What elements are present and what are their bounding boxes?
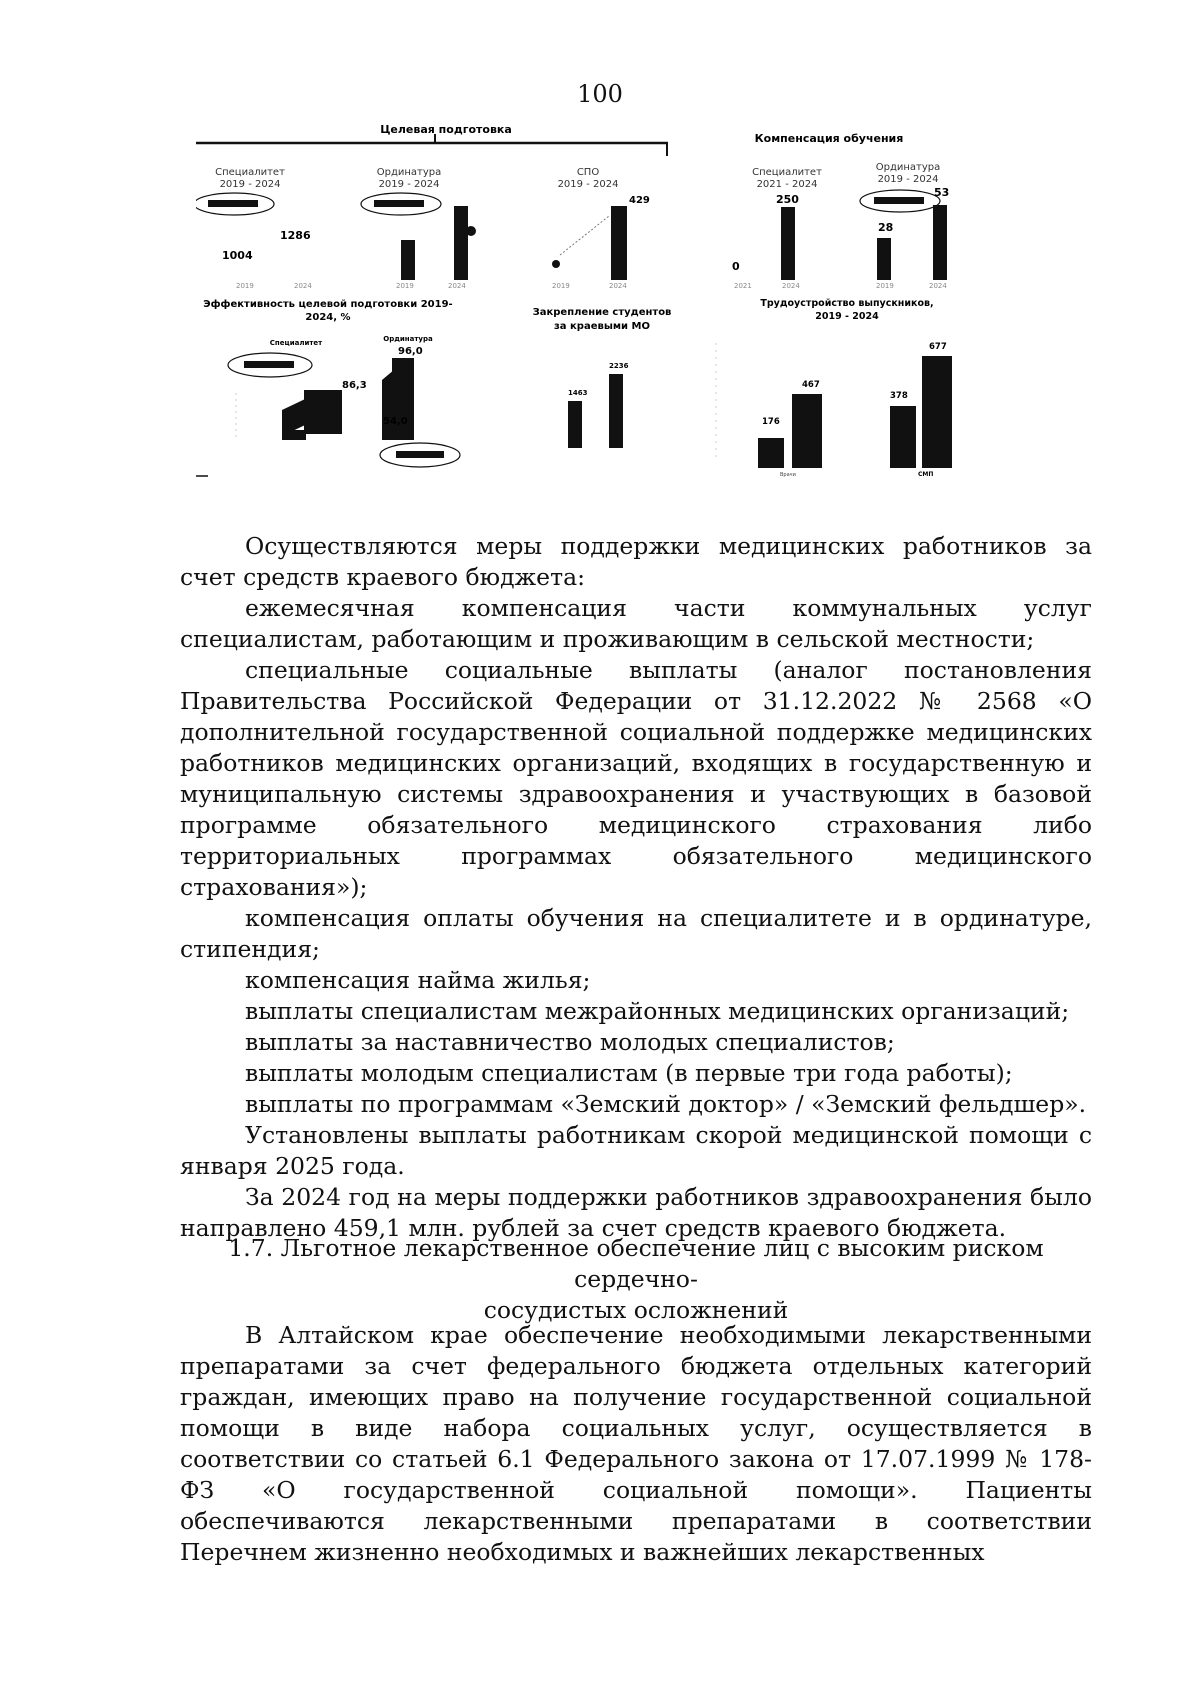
- header-left-label: Целевая подготовка: [380, 123, 512, 136]
- svg-text:2024: 2024: [609, 282, 627, 290]
- value-label: 28: [878, 221, 894, 234]
- svg-text:2019: 2019: [236, 282, 254, 290]
- svg-text:2024: 2024: [294, 282, 312, 290]
- value-label: 429: [629, 195, 650, 206]
- value-label: 677: [929, 342, 947, 352]
- paragraph: компенсация найма жилья;: [245, 966, 591, 994]
- body-text: [180, 531, 1092, 1244]
- svg-text:Специалитет: Специалитет: [269, 339, 323, 347]
- svg-text:2021 - 2024: 2021 - 2024: [756, 179, 818, 190]
- paragraph: Установлены выплаты работникам скорой медицинской помощи с января 2025 года.: [180, 1121, 1092, 1180]
- panel-target-specialist: [196, 167, 312, 290]
- bar-2024: [781, 207, 795, 280]
- svg-text:Закрепление студентов: Закрепление студентов: [532, 307, 672, 318]
- infographic-svg: [196, 118, 1084, 526]
- panel-comp-specialist: [732, 167, 822, 290]
- value-label: 2236: [609, 362, 629, 370]
- svg-text:2019 - 2024: 2019 - 2024: [378, 179, 440, 190]
- paragraph: За 2024 год на меры поддержки работников здравоохранения было направлено 459,1 млн. рублей за счет средств краевого бюджета.: [180, 1183, 1092, 1242]
- svg-text:2019 - 2024: 2019 - 2024: [877, 174, 939, 185]
- panel-target-spo: [552, 167, 650, 290]
- svg-text:2019 - 2024: 2019 - 2024: [219, 179, 281, 190]
- panel-comp-residency: [860, 162, 949, 290]
- paragraph: специальные социальные выплаты (аналог постановления Правительства Российской Федерации от 31.12.2022 № 2568 «О дополнительной государственной социальной поддержке медицинских работников медицинских организаций, входящих в государственную и муниципальную системы здравоохранения и участвующих в базовой программе обязательного медицинского страхования либо территориальных программах обязательного медицинского страхования»);: [180, 656, 1092, 901]
- bar-2019: [568, 401, 582, 448]
- panel-effectiveness: [203, 298, 460, 467]
- paragraph: выплаты по программам «Земский доктор» / «Земский фельдшер».: [245, 1090, 1087, 1118]
- paragraph: В Алтайском крае обеспечение необходимыми лекарственными препаратами за счет федерального бюджета отдельных категорий граждан, имеющих право на получение государственной социальной помощи в виде набора социальных услуг, осуществляется в соответствии со статьей 6.1 Федерального закона от 17.07.1999 № 178-ФЗ «О государственной социальной помощи». Пациенты обеспечиваются лекарственными препаратами в соответствии Перечнем жизненно необходимых и важнейших лекарственных: [180, 1321, 1092, 1566]
- svg-text:Трудоустройство выпускников,: Трудоустройство выпускников,: [760, 298, 934, 309]
- svg-text:Эффективность целевой подготов: Эффективность целевой подготовки 2019-: [203, 299, 453, 310]
- value-label: 86,3: [342, 380, 367, 391]
- value-label: 176: [762, 417, 780, 427]
- paragraph: выплаты за наставничество молодых специалистов;: [245, 1028, 895, 1056]
- svg-text:Ординатура: Ординатура: [383, 335, 433, 343]
- bar-2019: [877, 238, 891, 280]
- panel-target-residency: [361, 167, 476, 290]
- svg-text:Специалитет: Специалитет: [215, 167, 285, 178]
- value-label: 53: [934, 186, 950, 199]
- value-label: 54,0: [383, 416, 408, 427]
- svg-text:СПО: СПО: [576, 167, 600, 178]
- paragraph: ежемесячная компенсация части коммунальных услуг специалистам, работающим и проживающим в сельской местности;: [180, 594, 1092, 653]
- value-label: 96,0: [398, 346, 423, 357]
- svg-text:СМП: СМП: [918, 471, 934, 478]
- bar-2024: [304, 390, 342, 434]
- bar-2024: [392, 358, 414, 440]
- value-label: 467: [802, 380, 820, 390]
- value-label: 1463: [568, 389, 588, 397]
- value-label: 0: [732, 260, 740, 273]
- page-number: 100: [577, 80, 623, 108]
- heading-line: 1.7. Льготное лекарственное обеспечение лиц с высоким риском сердечно-: [228, 1234, 1044, 1293]
- panel-employment: [716, 298, 952, 478]
- header-right-label: Компенсация обучения: [754, 132, 904, 145]
- body-text-2: [180, 1320, 1092, 1568]
- svg-text:2019: 2019: [876, 282, 894, 290]
- svg-text:2024: 2024: [448, 282, 466, 290]
- section-heading: [180, 1233, 1092, 1326]
- svg-text:Ординатура: Ординатура: [376, 167, 442, 178]
- bar-smp-2019: [890, 406, 916, 468]
- bar-2024: [454, 206, 468, 280]
- svg-text:2024, %: 2024, %: [305, 312, 351, 323]
- svg-text:2019 - 2024: 2019 - 2024: [815, 311, 879, 322]
- bar-2019: [401, 240, 415, 280]
- svg-text:2019: 2019: [396, 282, 414, 290]
- paragraph: компенсация оплаты обучения на специалитете и в ординатуре, стипендия;: [180, 904, 1092, 963]
- paragraph: Осуществляются меры поддержки медицинских работников за счет средств краевого бюджета:: [180, 532, 1092, 591]
- svg-text:2019: 2019: [552, 282, 570, 290]
- paragraph: выплаты специалистам межрайонных медицинских организаций;: [245, 997, 1070, 1025]
- value-label: 378: [890, 391, 908, 401]
- heading-line: сосудистых осложнений: [483, 1296, 789, 1324]
- paragraph: выплаты молодым специалистам (в первые три года работы);: [245, 1059, 1013, 1087]
- svg-text:Врачи: Врачи: [780, 472, 796, 478]
- bar-2024: [611, 206, 627, 280]
- svg-text:2024: 2024: [929, 282, 947, 290]
- svg-text:Специалитет: Специалитет: [752, 167, 822, 178]
- bar-doctors-2019: [758, 438, 784, 468]
- value-label: 1004: [222, 249, 253, 262]
- infographic-figure: [196, 118, 1084, 526]
- bar-2019: [552, 260, 560, 268]
- value-label: 250: [776, 193, 799, 206]
- bar-smp-2024: [922, 356, 952, 468]
- bar-doctors-2024: [792, 394, 822, 468]
- bar-2024: [933, 205, 947, 280]
- bar-2024: [609, 374, 623, 448]
- panel-retention: [533, 307, 672, 448]
- svg-text:за краевыми МО: за краевыми МО: [553, 321, 651, 332]
- svg-text:2024: 2024: [782, 282, 800, 290]
- value-label: 1286: [280, 229, 311, 242]
- svg-text:2021: 2021: [734, 282, 752, 290]
- svg-text:Ординатура: Ординатура: [875, 162, 941, 173]
- svg-text:2019 - 2024: 2019 - 2024: [557, 179, 619, 190]
